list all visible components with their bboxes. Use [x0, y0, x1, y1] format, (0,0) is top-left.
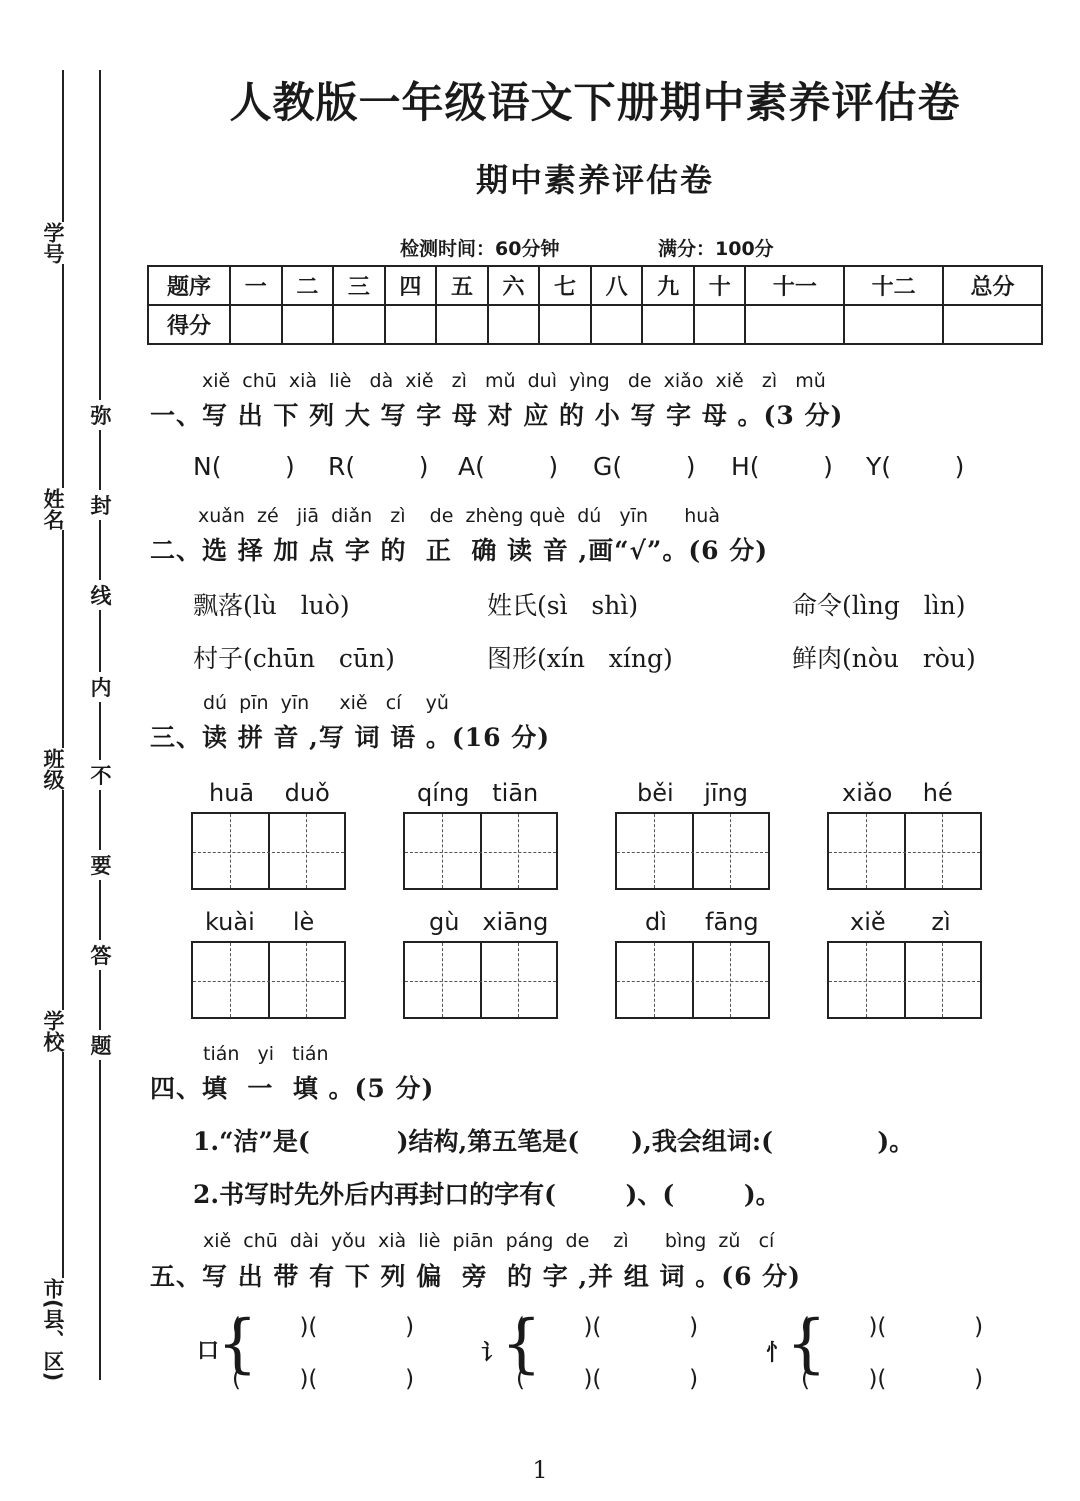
writing-grid[interactable] — [827, 812, 982, 890]
score-table-score-row — [148, 305, 1042, 344]
seal-char: 答 — [86, 940, 116, 970]
q2-item[interactable]: 鲜肉(nòu ròu) — [792, 644, 976, 673]
score-cell[interactable] — [539, 305, 591, 344]
field-district: 市(县、区) — [38, 1278, 68, 1381]
radical-speech: 讠 — [481, 1340, 504, 1366]
score-cell[interactable] — [642, 305, 694, 344]
seal-char: 封 — [86, 490, 116, 520]
brace-icon: { — [501, 1307, 542, 1381]
radical-slot[interactable]: ( )( ) — [801, 1366, 984, 1392]
word-pinyin: dì fāng — [645, 908, 759, 936]
seal-char: 弥 — [86, 400, 116, 430]
score-header-cell: 七 — [539, 266, 591, 305]
writing-grid[interactable] — [191, 941, 346, 1019]
score-header-cell: 十二 — [844, 266, 943, 305]
radical-slot[interactable]: ( )( ) — [516, 1366, 699, 1392]
word-pinyin: xiǎo hé — [842, 779, 953, 807]
q1-item[interactable]: H( ) — [731, 452, 833, 481]
seal-char: 要 — [86, 850, 116, 880]
q4-pinyin: tián yi tián — [203, 1043, 329, 1065]
q4-item-1[interactable]: 1.“洁”是( )结构,第五笔是( ),我会组词:( )。 — [193, 1127, 915, 1156]
q1-item[interactable]: A( ) — [458, 452, 559, 481]
score-table — [147, 265, 1043, 345]
q1-title: 一、写 出 下 列 大 写 字 母 对 应 的 小 写 字 母 。(3 分) — [150, 401, 844, 430]
writing-grid[interactable] — [615, 812, 770, 890]
q1-item[interactable]: R( ) — [328, 452, 429, 481]
exam-time: 检测时间：60分钟 — [400, 238, 560, 260]
score-row-label: 得分 — [148, 305, 230, 344]
score-header-cell: 六 — [488, 266, 540, 305]
radical-slot[interactable]: ( )( ) — [232, 1314, 415, 1340]
brace-icon: { — [786, 1307, 827, 1381]
brace-icon: { — [217, 1307, 258, 1381]
score-cell[interactable] — [436, 305, 488, 344]
q4-title: 四、填 一 填 。(5 分) — [150, 1074, 435, 1103]
q2-title: 二、选 择 加 点 字 的 正 确 读 音 ,画“√”。(6 分) — [150, 536, 769, 565]
full-score: 满分：100分 — [658, 238, 774, 260]
q2-item[interactable]: 飘落(lù luò) — [193, 591, 350, 620]
score-header-cell: 九 — [642, 266, 694, 305]
q1-pinyin: xiě chū xià liè dà xiě zì mǔ duì yìng de xiǎo xiě zì mǔ — [202, 370, 826, 392]
page-title: 人教版一年级语文下册期中素养评估卷 — [229, 78, 961, 127]
score-header-cell: 总分 — [943, 266, 1042, 305]
q2-item[interactable]: 姓氏(sì shì) — [487, 591, 639, 620]
writing-grid[interactable] — [191, 812, 346, 890]
field-school: 学校 — [38, 1010, 68, 1052]
radical-slot[interactable]: ( )( ) — [801, 1314, 984, 1340]
score-header-cell: 五 — [436, 266, 488, 305]
field-name: 姓名 — [38, 488, 68, 530]
score-table-header-row — [148, 266, 1042, 305]
score-header-cell: 二 — [282, 266, 334, 305]
q1-item[interactable]: Y( ) — [866, 452, 965, 481]
binding-line-right — [99, 70, 101, 1380]
q2-item[interactable]: 图形(xín xíng) — [487, 644, 673, 673]
q4-item-2[interactable]: 2.书写时先外后内再封口的字有( )、( )。 — [193, 1180, 781, 1209]
word-pinyin: huā duǒ — [209, 779, 330, 807]
page-number: 1 — [532, 1456, 548, 1484]
score-cell[interactable] — [745, 305, 844, 344]
score-cell[interactable] — [333, 305, 385, 344]
writing-grid[interactable] — [403, 941, 558, 1019]
q5-pinyin: xiě chū dài yǒu xià liè piān páng de zì bìng zǔ cí — [203, 1230, 775, 1252]
score-header-cell: 题序 — [148, 266, 230, 305]
field-student-id: 学号 — [38, 222, 68, 264]
score-cell[interactable] — [591, 305, 643, 344]
writing-grid[interactable] — [403, 812, 558, 890]
score-cell[interactable] — [230, 305, 282, 344]
word-pinyin: běi jīng — [637, 779, 748, 807]
q1-item[interactable]: G( ) — [593, 452, 696, 481]
binding-line-left — [62, 70, 64, 1380]
radical-slot[interactable]: ( )( ) — [516, 1314, 699, 1340]
q3-pinyin: dú pīn yīn xiě cí yǔ — [203, 692, 449, 714]
q2-item[interactable]: 命令(lìng lìn) — [792, 591, 966, 620]
score-header-cell: 八 — [591, 266, 643, 305]
score-cell[interactable] — [844, 305, 943, 344]
word-pinyin: gù xiāng — [429, 908, 549, 936]
word-pinyin: qíng tiān — [417, 779, 539, 807]
writing-grid[interactable] — [827, 941, 982, 1019]
score-header-cell: 十 — [694, 266, 746, 305]
score-header-cell: 一 — [230, 266, 282, 305]
seal-char: 内 — [86, 672, 116, 702]
word-pinyin: xiě zì — [850, 908, 951, 936]
score-cell[interactable] — [943, 305, 1042, 344]
q5-title: 五、写 出 带 有 下 列 偏 旁 的 字 ,并 组 词 。(6 分) — [150, 1262, 802, 1291]
score-cell[interactable] — [385, 305, 437, 344]
word-pinyin: kuài lè — [205, 908, 315, 936]
score-cell[interactable] — [488, 305, 540, 344]
seal-char: 不 — [86, 760, 116, 790]
q1-item[interactable]: N( ) — [193, 452, 295, 481]
radical-mouth: 口 — [197, 1338, 220, 1364]
field-class: 班级 — [38, 748, 68, 790]
q3-title: 三、读 拼 音 ,写 词 语 。(16 分) — [150, 723, 551, 752]
score-header-cell: 四 — [385, 266, 437, 305]
radical-heart: 忄 — [766, 1340, 789, 1366]
writing-grid[interactable] — [615, 941, 770, 1019]
score-header-cell: 十一 — [745, 266, 844, 305]
score-header-cell: 三 — [333, 266, 385, 305]
score-cell[interactable] — [282, 305, 334, 344]
radical-slot[interactable]: ( )( ) — [232, 1366, 415, 1392]
score-cell[interactable] — [694, 305, 746, 344]
q2-pinyin: xuǎn zé jiā diǎn zì de zhèng què dú yīn huà — [198, 505, 720, 527]
q2-item[interactable]: 村子(chūn cūn) — [193, 644, 395, 673]
seal-char: 题 — [86, 1030, 116, 1060]
seal-char: 线 — [86, 580, 116, 610]
page-subtitle: 期中素养评估卷 — [475, 161, 714, 199]
